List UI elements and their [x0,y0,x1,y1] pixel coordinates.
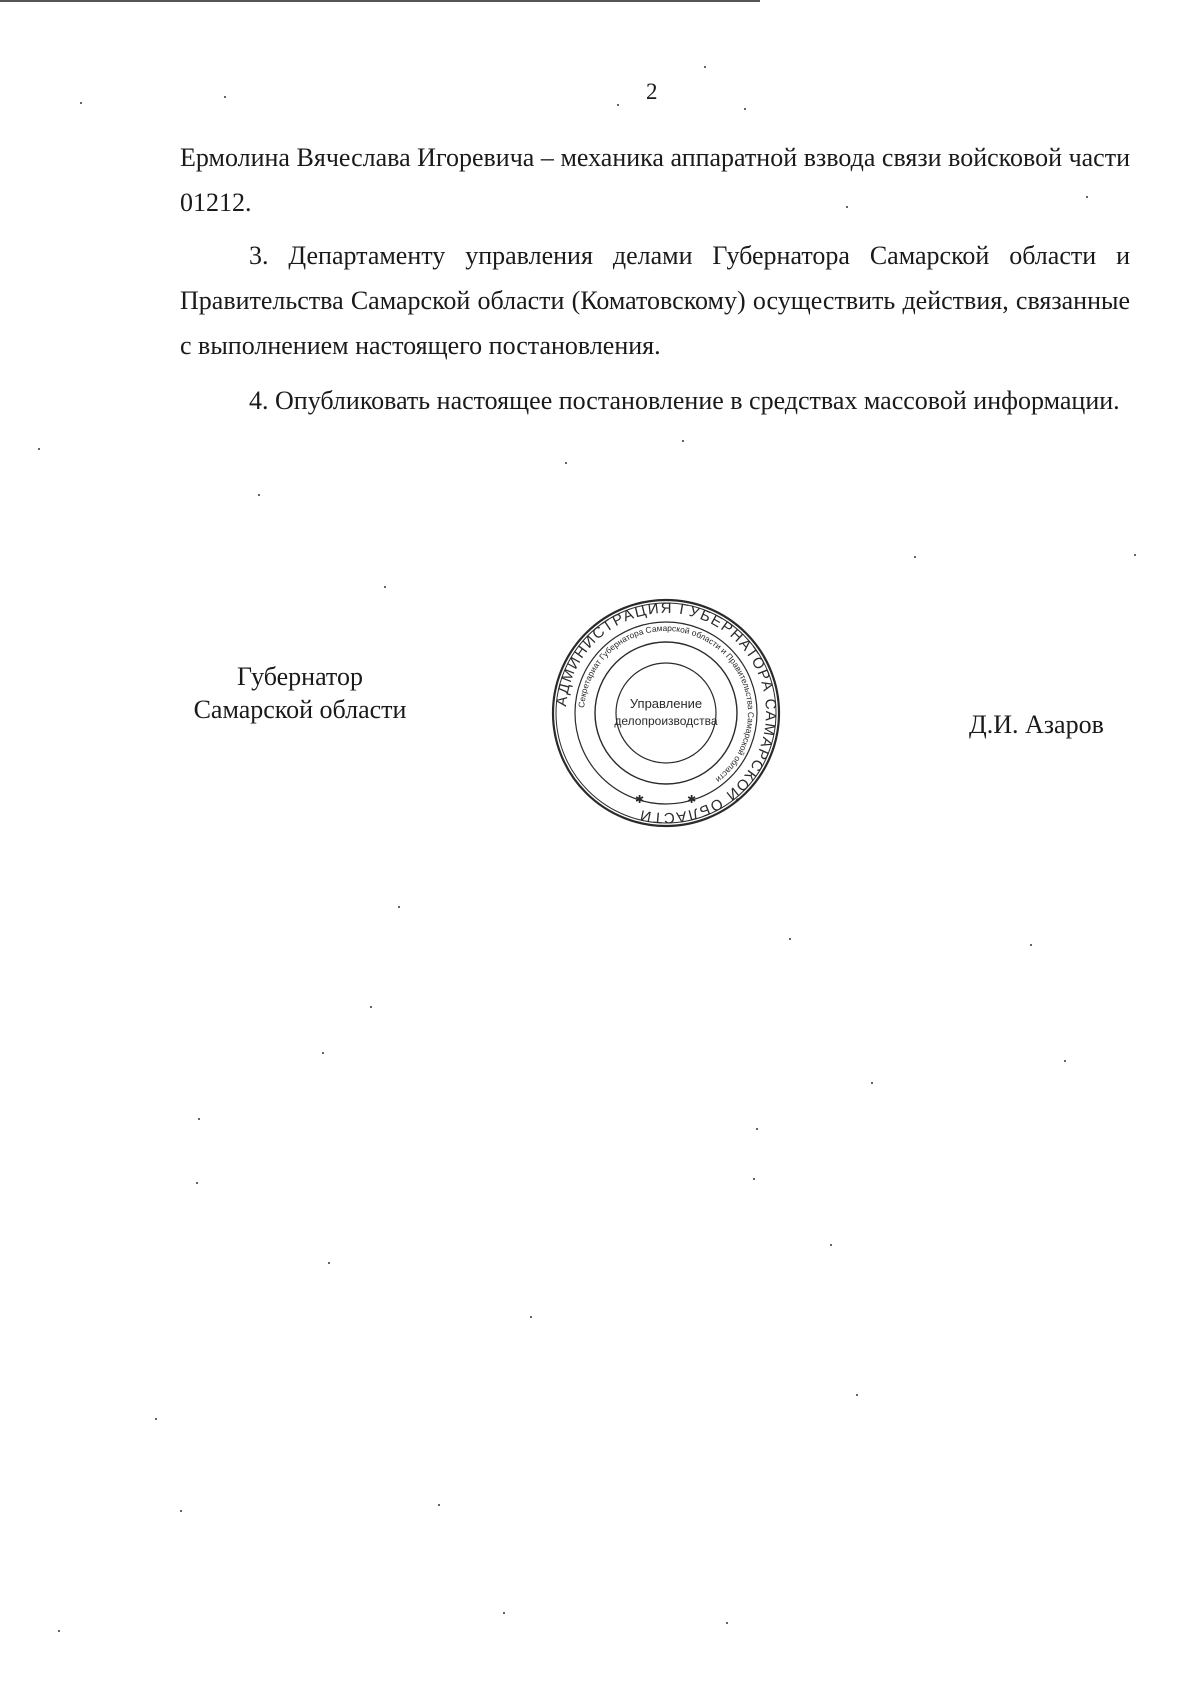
scan-speck [384,586,386,588]
scan-speck [830,1244,832,1246]
official-seal [551,598,781,828]
seal-middle-text: Секретариат Губернатора Самарской области и Правительства Самарской области [576,622,757,785]
scan-speck [1086,196,1088,198]
scan-speck [871,1082,873,1084]
scan-speck [856,1394,858,1396]
scan-speck [846,206,848,208]
scan-speck [155,1418,157,1420]
scan-speck [198,1118,200,1120]
paragraph-3: 3. Департаменту управления делами Губернатора Самарской области и Правительства Самарской области (Коматовскому) осуществить действия, связанные с выполнением настоящего постановления. [180,241,1130,360]
seal-center-ring [616,663,716,763]
scan-speck [38,448,40,450]
scan-speck [180,1510,182,1512]
scan-speck [726,1622,728,1624]
scan-speck [328,1262,330,1264]
scan-speck [704,66,706,68]
seal-star-left: ✱ [635,793,645,806]
scan-speck [617,104,619,106]
scan-speck [503,1612,505,1614]
seal-middle-ring [575,622,757,804]
scan-speck [756,1128,758,1130]
scan-speck [914,556,916,558]
signature-position-line1: Губернатор [237,662,363,691]
seal-outer-text: АДМИНИСТРАЦИЯ ГУБЕРНАТОРА САМАРСКОЙ ОБЛАСТИ [553,599,780,827]
scan-speck [530,1316,532,1318]
scan-speck [682,440,684,442]
signature-position [170,660,430,726]
signature-position-line2: Самарской области [193,695,407,724]
scan-speck [789,938,791,940]
paragraph-4: 4. Опубликовать настоящее постановление в средствах массовой информации. [249,386,1120,415]
seal-star-right: ✱ [687,793,697,806]
scan-speck [80,102,82,104]
scan-speck [398,906,400,908]
scan-top-edge [0,0,760,2]
page-number: 2 [646,79,658,104]
scan-speck [1134,554,1136,556]
scan-speck [438,1504,440,1506]
scan-speck [196,1182,198,1184]
scan-speck [744,108,746,110]
seal-center-line2: делопроизводства [614,714,718,728]
scan-speck [258,494,260,496]
scan-speck [1030,944,1032,946]
scan-speck [565,462,567,464]
signature-name: Д.И. Азаров [969,710,1104,739]
paragraph-continuation: Ермолина Вячеслава Игоревича – механика аппаратной взвода связи войсковой части 01212. [180,143,1130,217]
scan-speck [224,96,226,98]
scan-speck [322,1052,324,1054]
scan-speck [1064,1060,1066,1062]
seal-center-line1: Управление [629,696,703,711]
scan-speck [370,1006,372,1008]
scan-speck [753,1178,755,1180]
scan-speck [58,1630,60,1632]
